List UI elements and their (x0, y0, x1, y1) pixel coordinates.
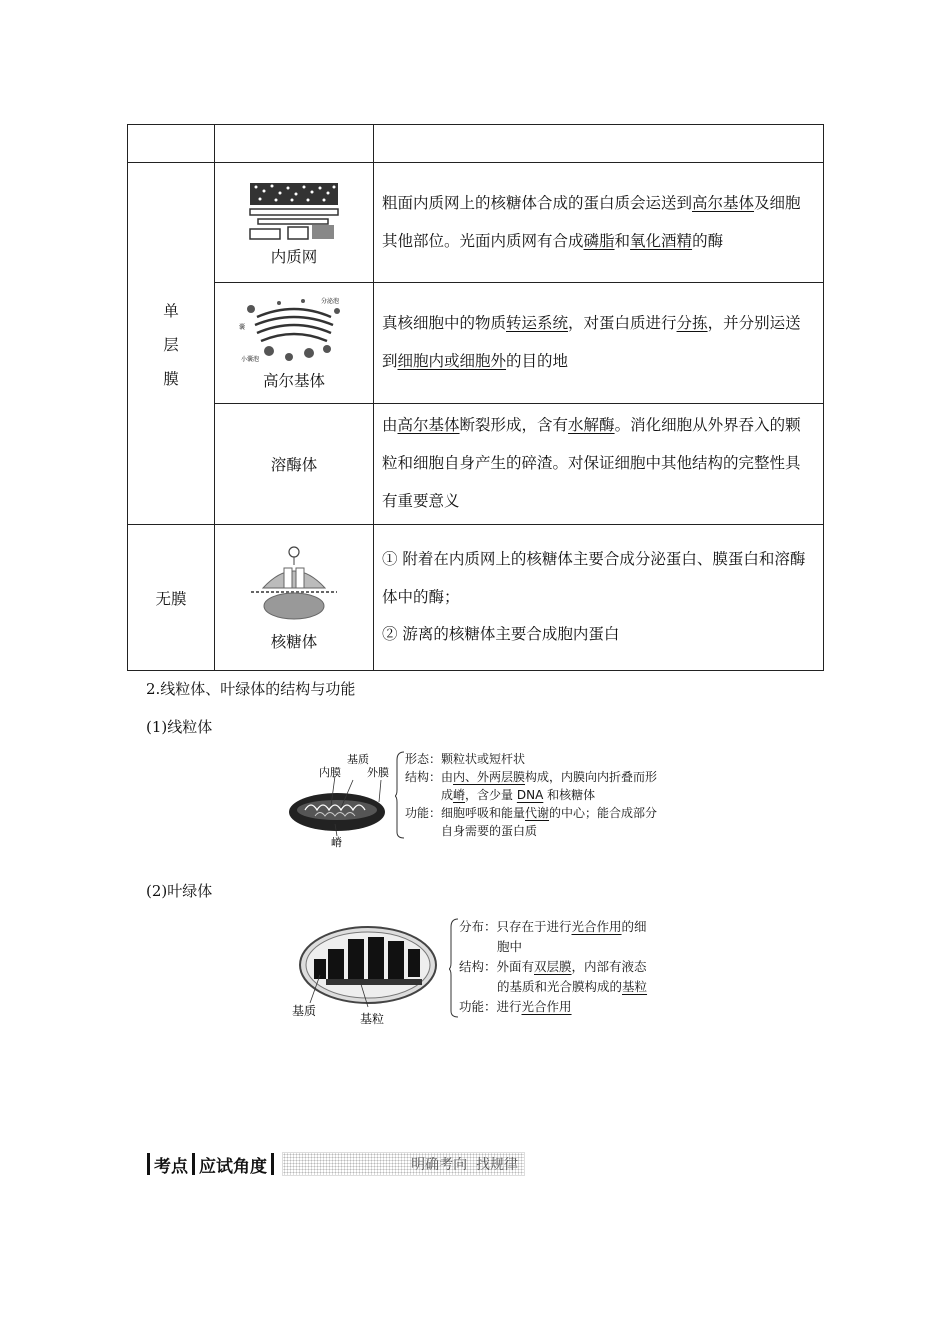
golgi-label: 小囊泡 (241, 356, 260, 363)
lysosome-description: 由高尔基体断裂形成，含有水解酶。消化细胞从外界吞入的颗粒和细胞自身产生的碎渣。对保证细胞中其他结构的完整性具有重要意义 (374, 404, 824, 525)
golgi-label: 囊 (239, 324, 246, 331)
banner-label-kaodian: 考点 (154, 1156, 188, 1177)
ribosome-description: ① 附着在内质网上的核糖体主要合成分泌蛋白、膜蛋白和溶酶体中的酶； ② 游离的核糖体主要合成胞内蛋白 (374, 525, 824, 671)
table-row (128, 163, 824, 283)
mito-title: (1)线粒体 (146, 718, 213, 736)
organelle-table (127, 124, 824, 671)
table-row (128, 404, 824, 525)
golgi-image (239, 295, 349, 367)
no-membrane-cell: 无膜 (128, 525, 215, 671)
organelle-name: 内质网 (270, 247, 318, 266)
banner-subtitle: 明确考向 找规律 (411, 1157, 518, 1173)
chloro-label-grana: 基粒 (360, 1012, 385, 1026)
mito-label-cristae: 嵴 (331, 836, 342, 848)
note-line: 结构：由内、外两层膜构成，内膜向内折叠而形 (405, 770, 658, 784)
note-line: 功能：细胞呼吸和能量代谢的中心；能合成部分 (405, 806, 658, 820)
chloro-label-stroma: 基质 (292, 1004, 317, 1018)
golgi-label: 分泌泡 (321, 298, 340, 305)
note-line: 形态：颗粒状或短杆状 (405, 752, 526, 766)
mito-notes (405, 750, 657, 840)
ribosome-cell (215, 525, 374, 671)
er-image (248, 179, 340, 243)
chloro-bracket (449, 917, 459, 1019)
chloro-notes (459, 917, 647, 1017)
golgi-cell (215, 283, 374, 404)
chloro-title: (2)叶绿体 (146, 882, 213, 900)
note-line: 成嵴，含少量 DNA 和核糖体 (441, 788, 596, 802)
ribosome-image (249, 544, 339, 628)
mito-label-matrix: 基质 (347, 753, 369, 766)
note-line: 胞中 (497, 939, 523, 954)
banner-label-angle: 应试角度 (199, 1156, 267, 1177)
section-2-title: 2.线粒体、叶绿体的结构与功能 (146, 680, 356, 698)
organelle-name: 溶酶体 (270, 456, 318, 474)
er-cell (215, 163, 374, 283)
mitochondrion-image (285, 750, 400, 848)
section-banner (143, 1152, 525, 1176)
table-header-row (128, 125, 824, 163)
group-label: 层 (163, 335, 179, 354)
note-line: 分布：只存在于进行光合作用的细 (459, 919, 647, 934)
single-membrane-cell (128, 163, 215, 525)
note-line: 结构：外面有双层膜，内部有液态 (459, 959, 647, 974)
note-line: 的基质和光合膜构成的基粒 (497, 979, 648, 994)
organelle-name: 高尔基体 (262, 372, 325, 390)
er-description: 粗面内质网上的核糖体合成的蛋白质会运送到高尔基体及细胞其他部位。光面内质网有合成磷脂和氧化酒精的酶 (374, 163, 824, 283)
organelle-name: 核糖体 (270, 632, 318, 651)
golgi-description: 真核细胞中的物质转运系统，对蛋白质进行分拣，并分别运送到细胞内或细胞外的目的地 (374, 283, 824, 404)
chloroplast-image (290, 915, 450, 1030)
lysosome-cell (215, 404, 374, 525)
group-label: 单 (163, 301, 179, 320)
group-label: 膜 (163, 369, 179, 388)
note-line: 自身需要的蛋白质 (441, 824, 538, 838)
note-line: 功能：进行光合作用 (459, 999, 572, 1014)
mito-label-inner: 内膜 (319, 766, 341, 779)
mito-label-outer: 外膜 (367, 766, 389, 779)
table-row (128, 283, 824, 404)
table-row (128, 525, 824, 671)
mito-bracket (395, 750, 405, 840)
